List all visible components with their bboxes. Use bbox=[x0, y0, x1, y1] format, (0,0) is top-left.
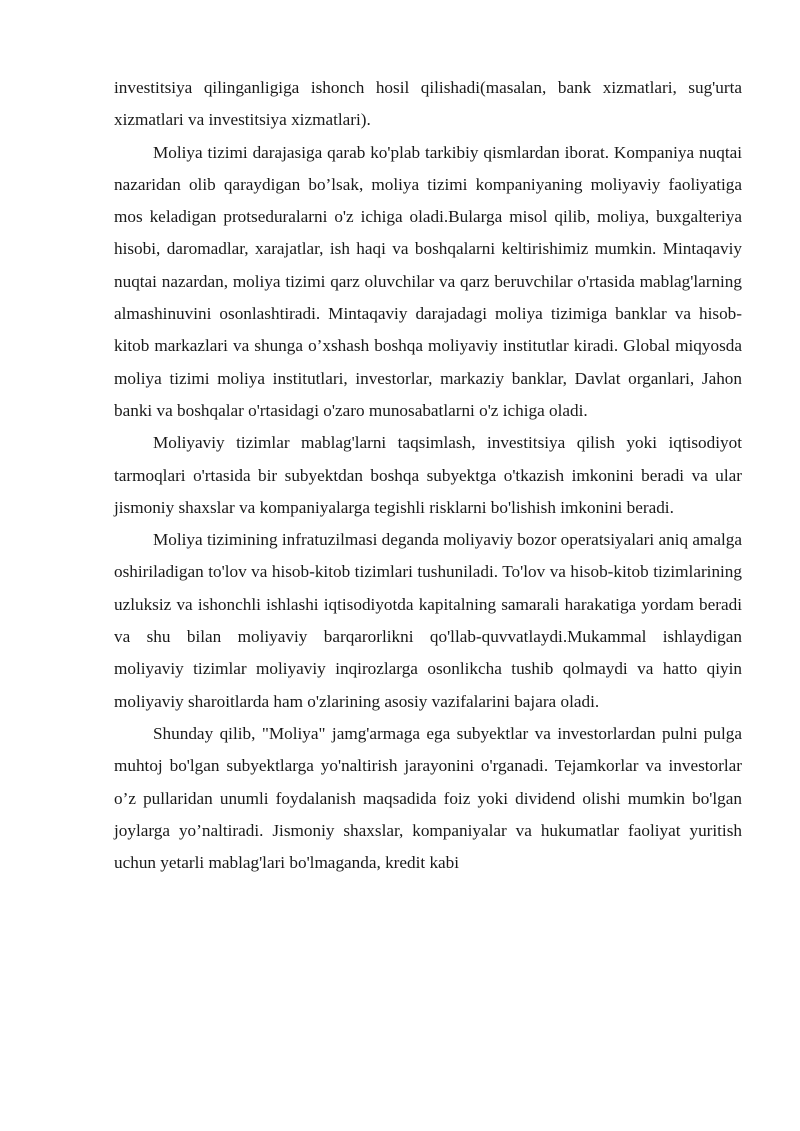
paragraph-financial-systems-allocation: Moliyaviy tizimlar mablag'larni taqsimlash, investitsiya qilish yoki iqtisodiyot tarmoqlari o'rtasida bir subyektdan boshqa subyektga o'tkazish imkonini beradi va ular jismoniy shaxslar va kompaniyalarga tegishli risklarni bo'lishish imkonini beradi. bbox=[114, 433, 742, 517]
paragraph-financial-infrastructure: Moliya tizimining infratuzilmasi deganda moliyaviy bozor operatsiyalari aniq amalga oshiriladigan to'lov va hisob-kitob tizimlari tushuniladi. To'lov va hisob-kitob tizimlarining uzluksiz va ishonchli ishlashi iqtisodiyotda kapitalning samarali harakatiga yordam beradi va shu bilan moliyaviy barqarorlikni qo'llab-quvvatlaydi.Mukammal ishlaydigan moliyaviy tizimlar moliyaviy inqirozlarga osonlikcha tushib qolmaydi va hatto qiyin moliyaviy sharoitlarda ham o'zlarining asosiy vazifalarini bajara oladi. bbox=[114, 530, 742, 711]
document-body bbox=[114, 72, 742, 879]
paragraph-financial-system-components: Moliya tizimi darajasiga qarab ko'plab tarkibiy qismlardan iborat. Kompaniya nuqtai nazaridan olib qaraydigan bo’lsak, moliya tizimi kompaniyaning moliyaviy faoliyatiga mos keladigan protseduralarni o'z ichiga oladi.Bularga misol qilib, moliya, buxgalteriya hisobi, daromadlar, xarajatlar, ish haqi va boshqalarni keltirishimiz mumkin. Mintaqaviy nuqtai nazardan, moliya tizimi qarz oluvchilar va qarz beruvchilar o'rtasida mablag'larning almashinuvini osonlashtiradi. Mintaqaviy darajadagi moliya tizimiga banklar va hisob-kitob markazlari va shunga o’xshash boshqa moliyaviy institutlar kiradi. Global miqyosda moliya tizimi moliya institutlari, investorlar, markaziy banklar, Davlat organlari, Jahon banki va boshqalar o'rtasidagi o'zaro munosabatlarni o'z ichiga oladi. bbox=[114, 142, 742, 420]
paragraph-finance-definition: Shunday qilib, "Moliya" jamg'armaga ega subyektlar va investorlardan pulni pulga muhtoj bo'lgan subyektlarga yo'naltirish jarayonini o'rganadi. Tejamkorlar va investorlar o’z pullaridan unumli foydalanish maqsadida foiz yoki dividend olishi mumkin bo'lgan joylarga yo’naltiradi. Jismoniy shaxslar, kompaniyalar va hukumatlar faoliyat yuritish uchun yetarli mablag'lari bo'lmaganda, kredit kabi bbox=[114, 723, 742, 873]
paragraph-continuation: investitsiya qilinganligiga ishonch hosil qilishadi(masalan, bank xizmatlari, sug'urta xizmatlari va investitsiya xizmatlari). bbox=[114, 78, 742, 130]
